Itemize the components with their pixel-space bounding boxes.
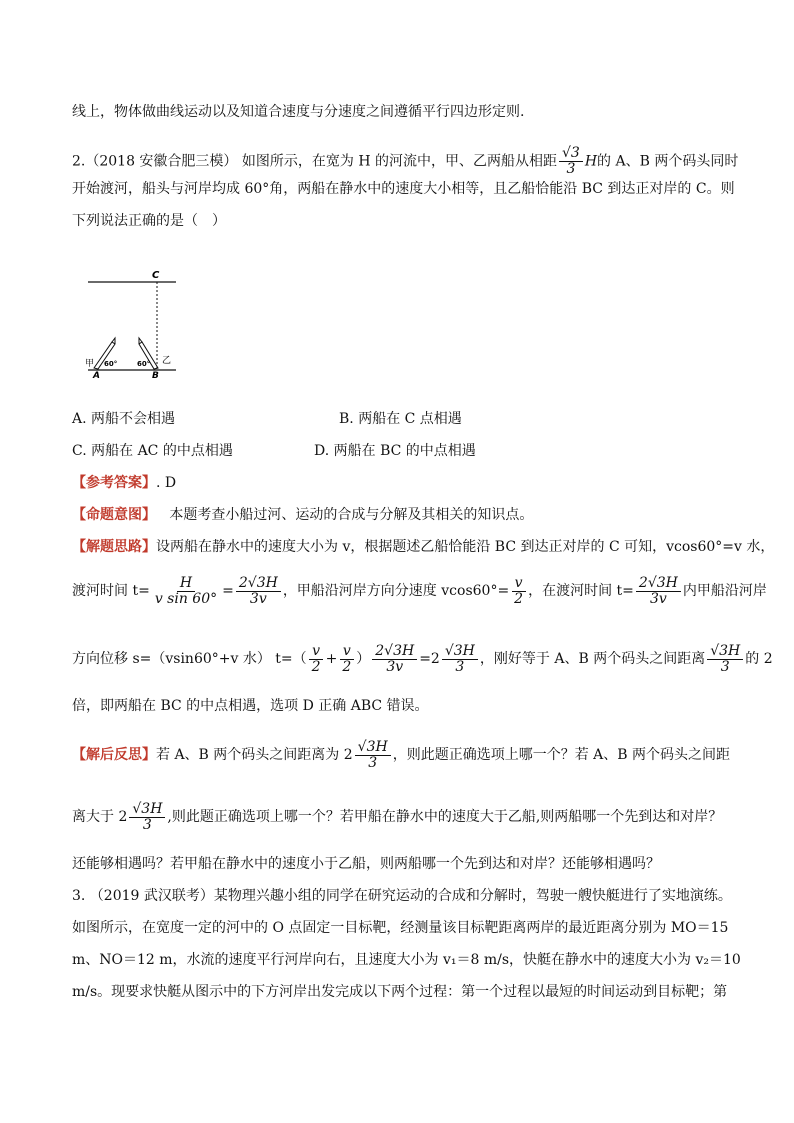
q2-line1: 2.（2018 安徽合肥三模） 如图所示，在宽为 H 的河流中，甲、乙两船从相距 $\frac{√3}{3}$ H的 A、B 两个码头同时 — [72, 145, 739, 177]
option-a: A. 两船不会相遇 — [72, 411, 176, 427]
frac-num: v — [512, 576, 526, 592]
frac-den: 3 — [142, 816, 152, 833]
angle-a-label: 60° — [104, 360, 118, 368]
solution-line2 — [72, 574, 767, 608]
s3-text-c: ） — [356, 651, 371, 667]
reflect-line3: 还能够相遇吗？若甲船在静水中的速度小于乙船，则两船哪一个先到达和对岸？还能够相遇吗？ — [72, 856, 660, 872]
solution-text1: 设两船在静水中的速度大小为 v，根据题述乙船恰能沿 BC 到达正对岸的 C 可知，vcos60°=v 水， — [156, 539, 775, 555]
frac-num: 2√3H — [636, 576, 681, 592]
intent-text: 本题考查小船过河、运动的合成与分解及其相关的知识点。 — [169, 507, 534, 523]
solution-tag: 【解题思路】 — [72, 539, 156, 555]
r2-text-a: 离大于 2 — [72, 809, 128, 825]
label-jia: 甲 — [85, 359, 95, 369]
frac-num: √3H — [355, 740, 391, 756]
frac-num: √3H — [442, 644, 478, 660]
s3-frac4 — [442, 644, 478, 675]
solution-line3 — [72, 642, 773, 676]
q2-line1-a: 2.（2018 安徽合肥三模） 如图所示，在宽为 H 的河流中，甲、乙两船从相距 — [72, 153, 557, 170]
s3-text-b: + — [325, 651, 338, 667]
s3-frac1 — [309, 644, 324, 675]
frac-den: 2 — [311, 658, 321, 675]
intro-text: 线上，物体做曲线运动以及知道合速度与分速度之间遵循平行四边形定则. — [72, 104, 525, 120]
intent-line — [72, 506, 533, 524]
s2-text-c: ，甲船沿河岸方向分速度 vcos60°= — [282, 583, 510, 599]
frac-den: 3 — [566, 161, 576, 177]
answer-text: . D — [156, 475, 177, 491]
s2-frac3 — [511, 576, 526, 607]
solution-line4: 倍，即两船在 BC 的中点相遇，选项 D 正确 ABC 错误。 — [72, 698, 429, 714]
r2-text-b: ,则此题正确选项上哪一个？若甲船在静水中的速度大于乙船,则两船哪一个先到达和对岸？ — [167, 809, 723, 825]
s2-text-d: ，在渡河时间 t= — [528, 583, 634, 599]
option-b: B. 两船在 C 点相遇 — [339, 411, 462, 427]
s3-frac5 — [707, 644, 743, 675]
frac-den: 3 — [368, 754, 378, 771]
frac-den: 2 — [514, 590, 524, 607]
q3-line1: 3. （2019 武汉联考）某物理兴趣小组的同学在研究运动的合成和分解时，驾驶一艘快艇进行了实地演练。 — [72, 888, 732, 904]
frac-den: 3 — [720, 658, 730, 675]
solution-line1 — [72, 538, 774, 556]
intent-tag: 【命题意图】 — [72, 507, 156, 523]
option-d: D. 两船在 BC 的中点相遇 — [314, 443, 476, 459]
reflect-line1 — [72, 738, 730, 772]
r1-text-a: 若 A、B 两个码头之间距离为 2 — [156, 747, 353, 763]
frac-den: 2 — [342, 658, 352, 675]
q2-line3: 下列说法正确的是（ ） — [72, 213, 226, 229]
frac-den: v sin 60° — [154, 590, 218, 607]
s3-text-e: ，刚好等于 A、B 两个码头之间距离 — [479, 651, 706, 667]
r1-frac — [355, 740, 391, 771]
q2-line1-b: 的 A、B 两个码头同时 — [597, 153, 739, 170]
q3-line4: m/s。现要求快艇从图示中的下方河岸出发完成以下两个过程：第一个过程以最短的时间运动到目标靶；第 — [72, 984, 728, 1000]
r2-frac — [129, 802, 165, 833]
option-c: C. 两船在 AC 的中点相遇 — [72, 443, 233, 459]
answer-line — [72, 474, 176, 492]
frac-num: v — [340, 644, 354, 660]
frac-num: v — [309, 644, 323, 660]
frac-den: 3 — [455, 658, 465, 675]
q2-line2: 开始渡河，船头与河岸均成 60°角，两船在静水中的速度大小相等，且乙船恰能沿 BC 到达正对岸的 C。则 — [72, 181, 735, 197]
s2-text-e: 内甲船沿河岸 — [682, 583, 767, 599]
frac-num: √3 — [559, 146, 583, 162]
q3-line2: 如图所示，在宽度一定的河中的 O 点固定一目标靶，经测量该目标靶距离两岸的最近距离分别为 MO＝15 — [72, 920, 729, 936]
answer-tag: 【参考答案】 — [72, 475, 156, 491]
s3-text-f: 的 2 — [745, 651, 773, 667]
s2-frac2 — [236, 576, 281, 607]
s3-frac2 — [339, 644, 354, 675]
frac-num: H — [177, 576, 195, 592]
frac-den: 3v — [649, 590, 667, 607]
r1-text-b: ，则此题正确选项上哪一个？若 A、B 两个码头之间距 — [392, 747, 731, 763]
label-c: C — [152, 270, 160, 281]
angle-b-label: 60° — [137, 360, 151, 368]
frac-num: √3H — [707, 644, 743, 660]
q3-line3: m、NO＝12 m，水流的速度平行河岸向右，且速度大小为 v₁＝8 m/s，快艇在静水中的速度大小为 v₂＝10 — [72, 952, 741, 968]
s3-text-a: 方向位移 s=（vsin60°+v 水） t=（ — [72, 651, 307, 667]
s2-frac4 — [636, 576, 681, 607]
frac-num: 2√3H — [372, 644, 417, 660]
frac-den: 3v — [386, 658, 404, 675]
frac-num: √3H — [129, 802, 165, 818]
s3-text-d: =2 — [419, 651, 440, 667]
s2-frac1 — [152, 576, 220, 607]
s3-frac3 — [372, 644, 417, 675]
label-yi: 乙 — [162, 356, 172, 366]
reflect-tag: 【解后反思】 — [72, 747, 156, 763]
s2-text-b: = — [222, 583, 234, 599]
frac-den: 3v — [249, 590, 267, 607]
s2-text-a: 渡河时间 t= — [72, 583, 150, 599]
label-a: A — [93, 371, 100, 378]
q2-distance-fraction — [559, 146, 583, 177]
label-b: B — [152, 371, 159, 378]
river-crossing-figure — [84, 268, 184, 378]
reflect-line2 — [72, 800, 722, 834]
frac-num: 2√3H — [236, 576, 281, 592]
